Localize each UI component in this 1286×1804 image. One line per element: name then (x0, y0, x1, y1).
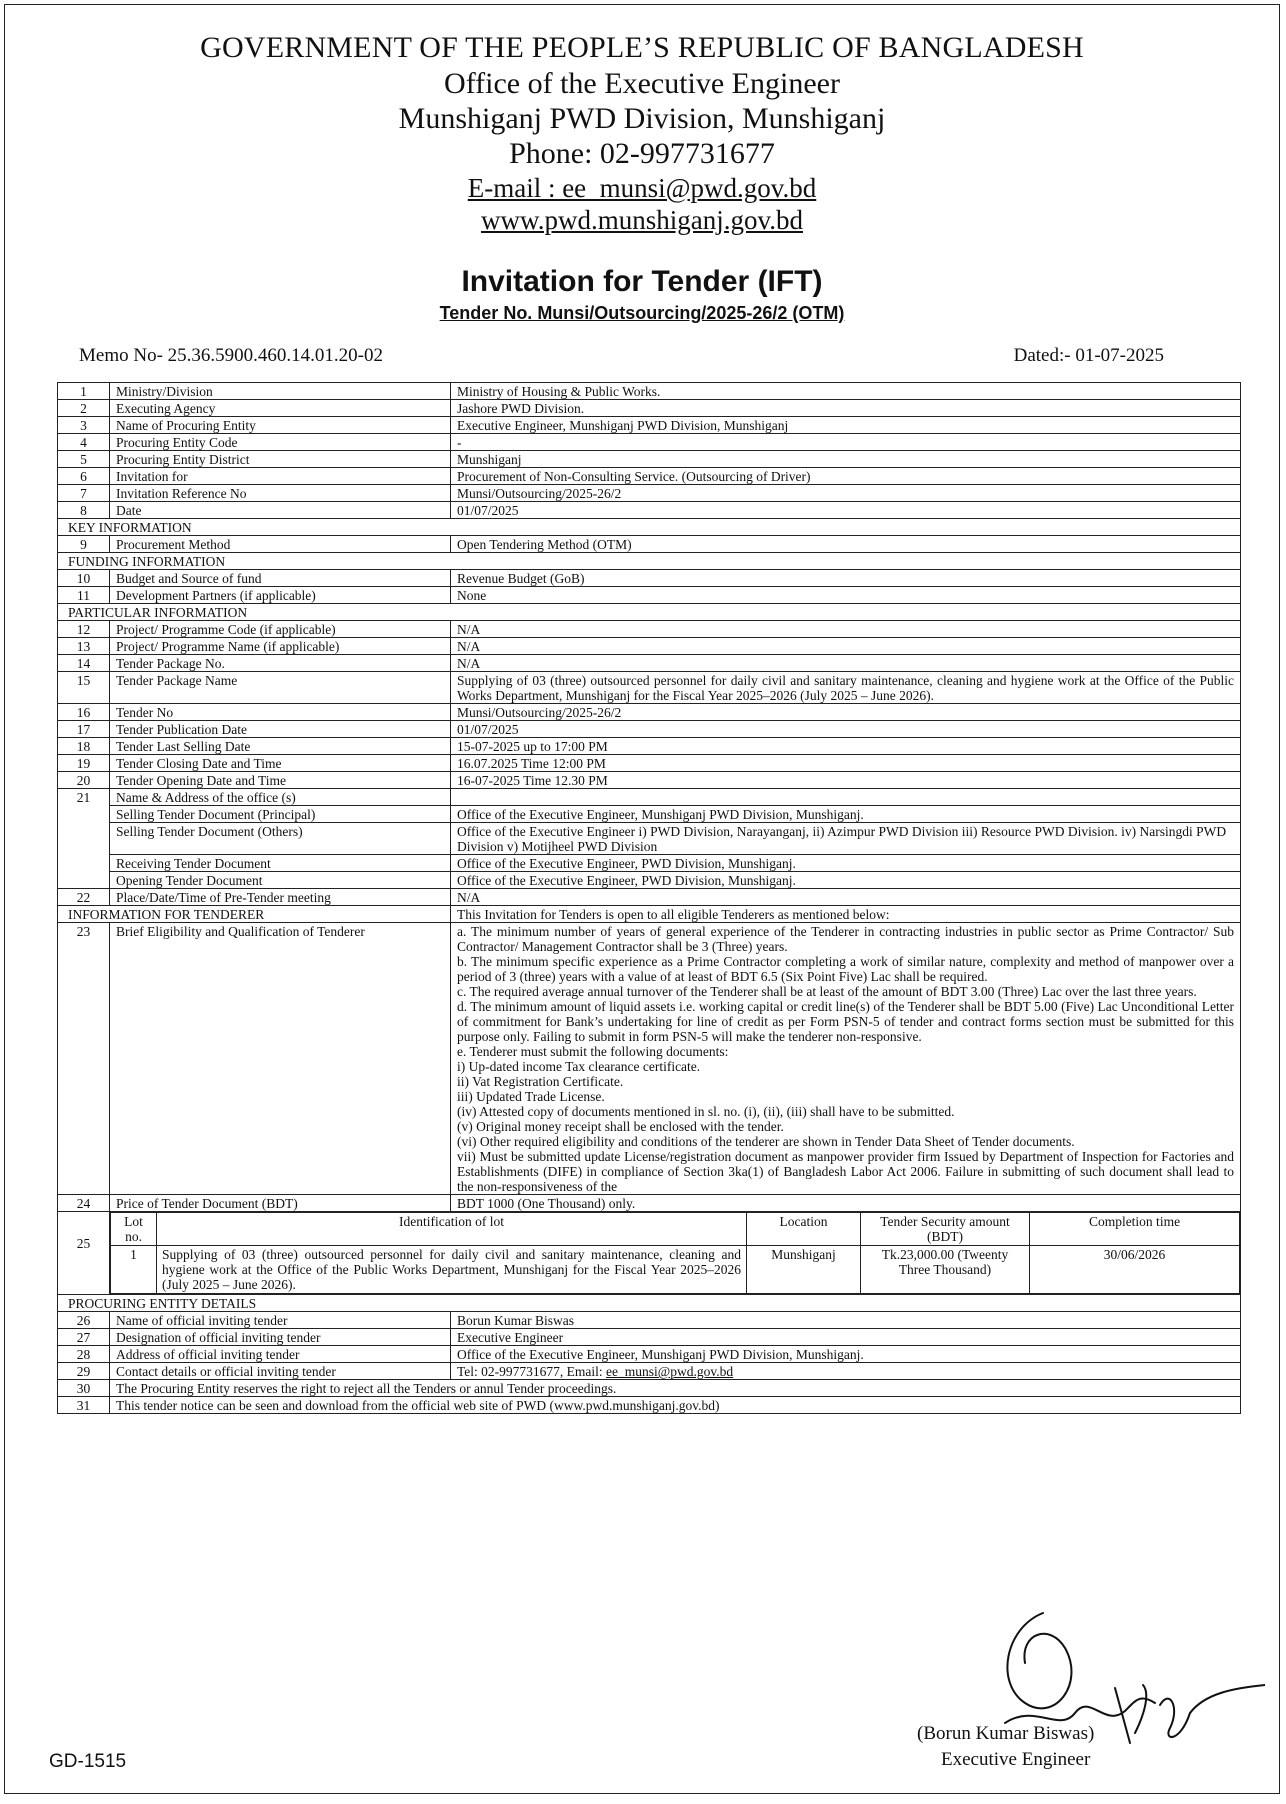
row-number: 18 (58, 738, 110, 755)
row-label: Project/ Programme Name (if applicable) (110, 638, 451, 655)
tender-notice-page (4, 4, 1280, 1794)
row-value: Supplying of 03 (three) outsourced personnel for daily civil and sanitary maintenance, cleaning and hygiene work at the Office of the Public Works Department, Munshiganj for the Fiscal Year 2025–2026 (July 2025 – June 2026). (451, 672, 1241, 704)
row-number: 12 (58, 621, 110, 638)
row-value: Office of the Executive Engineer, PWD Division, Munshiganj. (451, 855, 1241, 872)
row-label: Selling Tender Document (Principal) (110, 806, 451, 823)
website-link[interactable]: www.pwd.munshiganj.gov.bd (481, 205, 803, 235)
row-value: Jashore PWD Division. (451, 400, 1241, 417)
table-row (58, 1195, 1241, 1212)
lot-table (110, 1212, 1240, 1294)
row-label: Executing Agency (110, 400, 451, 417)
row-number: 14 (58, 655, 110, 672)
table-row (58, 1380, 1241, 1397)
table-row (58, 806, 1241, 823)
lot-header-row (111, 1213, 1240, 1246)
table-row (58, 789, 1241, 806)
table-row (58, 1397, 1241, 1414)
eligibility-criteria (451, 923, 1241, 1195)
lot-no-header: Lot no. (111, 1213, 157, 1246)
row-text: The Procuring Entity reserves the right to reject all the Tenders or annul Tender proceedings. (110, 1380, 1241, 1397)
row-label: Designation of official inviting tender (110, 1329, 451, 1346)
document-item: iii) Updated Trade License. (457, 1089, 605, 1104)
row-value: Munsi/Outsourcing/2025-26/2 (451, 704, 1241, 721)
row-label: Name & Address of the office (s) (110, 789, 451, 806)
table-row (58, 889, 1241, 906)
row-number: 6 (58, 468, 110, 485)
table-row (58, 570, 1241, 587)
row-label: Invitation for (110, 468, 451, 485)
section-row (58, 553, 1241, 570)
table-row (58, 823, 1241, 855)
row-number: 1 (58, 383, 110, 400)
criterion-a: a. The minimum number of years of general experience of the Tenderer in contracting industries in public sector as Prime Contractor/ Sub Contractor/ Management Contractor shall be 3 (Three) years. (457, 924, 1234, 954)
tender-details-table (57, 382, 1241, 1414)
lot-table-cell (110, 1212, 1241, 1295)
row-value: 15-07-2025 up to 17:00 PM (451, 738, 1241, 755)
row-number: 15 (58, 672, 110, 704)
row-number: 28 (58, 1346, 110, 1363)
row-value: Open Tendering Method (OTM) (451, 536, 1241, 553)
row-value: Executive Engineer (451, 1329, 1241, 1346)
row-label: Invitation Reference No (110, 485, 451, 502)
document-code: GD-1515 (49, 1751, 127, 1772)
lot-completion-header: Completion time (1030, 1213, 1240, 1246)
row-label: Tender Package No. (110, 655, 451, 672)
division-title: Munshiganj PWD Division, Munshiganj (398, 102, 886, 135)
row-value: N/A (451, 621, 1241, 638)
table-row (58, 400, 1241, 417)
row-value: 16.07.2025 Time 12:00 PM (451, 755, 1241, 772)
section-particular-information: PARTICULAR INFORMATION (58, 604, 1241, 621)
row-number: 27 (58, 1329, 110, 1346)
row-number: 11 (58, 587, 110, 604)
row-label: Selling Tender Document (Others) (110, 823, 451, 855)
table-row (58, 1212, 1241, 1295)
table-row (58, 872, 1241, 889)
row-label: Opening Tender Document (110, 872, 451, 889)
row-value: - (451, 434, 1241, 451)
row-value: N/A (451, 889, 1241, 906)
row-value (451, 1363, 1241, 1380)
table-row (58, 434, 1241, 451)
row-value: Office of the Executive Engineer, PWD Division, Munshiganj. (451, 872, 1241, 889)
section-row (58, 1295, 1241, 1312)
row-number: 25 (58, 1212, 110, 1295)
document-item: i) Up-dated income Tax clearance certificate. (457, 1059, 701, 1074)
row-number: 8 (58, 502, 110, 519)
table-row (58, 417, 1241, 434)
row-number: 19 (58, 755, 110, 772)
row-number: 31 (58, 1397, 110, 1414)
row-number: 26 (58, 1312, 110, 1329)
lot-location: Munshiganj (747, 1246, 861, 1294)
table-row (58, 738, 1241, 755)
row-label: Name of official inviting tender (110, 1312, 451, 1329)
office-title: Office of the Executive Engineer (444, 67, 840, 100)
row-number: 13 (58, 638, 110, 655)
document-item: (iv) Attested copy of documents mentioned in sl. no. (i), (ii), (iii) shall have to be submitted. (457, 1104, 955, 1119)
document-item: ii) Vat Registration Certificate. (457, 1074, 624, 1089)
section-key-information: KEY INFORMATION (58, 519, 1241, 536)
lot-security-header: Tender Security amount (BDT) (861, 1213, 1030, 1246)
criterion-d: d. The minimum amount of liquid assets i.e. working capital or credit line(s) of the Tenderer shall be BDT 5.00 (Five) Lac Unconditional Letter of commitment for Bank’s undertaking for line of credit as per Form PSN-5 of tender and contract forms section must be submitted for this purpose only. Failing to submit in form PSN-5 will make the tenderer non-responsive. (457, 999, 1234, 1044)
memo-number: Memo No- 25.36.5900.460.14.01.20-02 (79, 345, 383, 366)
table-row (58, 1363, 1241, 1380)
section-information-for-tenderer: INFORMATION FOR TENDERER (58, 906, 451, 923)
lot-identification: Supplying of 03 (three) outsourced personnel for daily civil and sanitary maintenance, cleaning and hygiene work at the Office of the Public Works Department, Munshiganj for the Fiscal Year 2025–2026 (July 2025 – June 2026). (157, 1246, 747, 1294)
lot-identification-header: Identification of lot (157, 1213, 747, 1246)
row-number: 20 (58, 772, 110, 789)
row-number: 21 (58, 789, 110, 889)
document-item: (vi) Other required eligibility and conditions of the tenderer are shown in Tender Data Sheet of Tender documents. (457, 1134, 1075, 1149)
row-value: None (451, 587, 1241, 604)
table-row (58, 755, 1241, 772)
table-row (58, 721, 1241, 738)
row-label: Receiving Tender Document (110, 855, 451, 872)
government-title: GOVERNMENT OF THE PEOPLE’S REPUBLIC OF BANGLADESH (200, 31, 1084, 64)
row-label: Tender Package Name (110, 672, 451, 704)
row-value: 16-07-2025 Time 12.30 PM (451, 772, 1241, 789)
row-value: BDT 1000 (One Thousand) only. (451, 1195, 1241, 1212)
row-number: 7 (58, 485, 110, 502)
table-row (58, 485, 1241, 502)
table-row (58, 638, 1241, 655)
row-value: Borun Kumar Biswas (451, 1312, 1241, 1329)
row-number: 17 (58, 721, 110, 738)
table-row (58, 587, 1241, 604)
signatory-designation: Executive Engineer (941, 1749, 1091, 1770)
document-item: vii) Must be submitted update License/registration document as manpower provider firm Issued by Department of Inspection for Factories and Establishments (DIFE) in compliance of Section 3ka(1) of Bangladesh Labor Act 2006. Failure in submitting of such document shall lead to the non-responsiveness of the (457, 1149, 1234, 1194)
row-number: 3 (58, 417, 110, 434)
phone-line: Phone: 02-997731677 (509, 137, 775, 170)
row-label: Budget and Source of fund (110, 570, 451, 587)
row-value: Office of the Executive Engineer, Munshiganj PWD Division, Munshiganj. (451, 806, 1241, 823)
row-label: Date (110, 502, 451, 519)
row-label: Place/Date/Time of Pre-Tender meeting (110, 889, 451, 906)
section-row (58, 906, 1241, 923)
row-label: Tender Publication Date (110, 721, 451, 738)
table-row (58, 621, 1241, 638)
contact-prefix: Tel: 02-997731677, Email: (457, 1364, 607, 1379)
handwritten-signature (965, 1593, 1265, 1773)
row-value: 01/07/2025 (451, 502, 1241, 519)
row-value: Procurement of Non-Consulting Service. (Outsourcing of Driver) (451, 468, 1241, 485)
row-label: Name of Procuring Entity (110, 417, 451, 434)
row-value: 01/07/2025 (451, 721, 1241, 738)
criterion-b: b. The minimum specific experience as a Prime Contractor completing a work of similar nature, complexity and method of manpower over a period of 3 (three) years with a value of at least of BDT 6.5 (Six Point Five) Lac shall be required. (457, 954, 1234, 984)
notice-date: Dated:- 01-07-2025 (1013, 345, 1164, 366)
table-row (58, 468, 1241, 485)
row-number: 5 (58, 451, 110, 468)
section-row (58, 604, 1241, 621)
row-number: 23 (58, 923, 110, 1195)
row-number: 2 (58, 400, 110, 417)
row-label: Development Partners (if applicable) (110, 587, 451, 604)
row-number: 9 (58, 536, 110, 553)
section-funding-information: FUNDING INFORMATION (58, 553, 1241, 570)
table-row (58, 451, 1241, 468)
row-label: Tender Closing Date and Time (110, 755, 451, 772)
lot-completion-time: 30/06/2026 (1030, 1246, 1240, 1294)
table-row (58, 772, 1241, 789)
row-value: Ministry of Housing & Public Works. (451, 383, 1241, 400)
document-item: (v) Original money receipt shall be enclosed with the tender. (457, 1119, 784, 1134)
row-number: 24 (58, 1195, 110, 1212)
row-label: Tender Opening Date and Time (110, 772, 451, 789)
row-label: Brief Eligibility and Qualification of Tenderer (110, 923, 451, 1195)
row-label: Procuring Entity District (110, 451, 451, 468)
criterion-e: e. Tenderer must submit the following documents: (457, 1044, 729, 1059)
row-number: 4 (58, 434, 110, 451)
row-value: Munshiganj (451, 451, 1241, 468)
table-row (58, 704, 1241, 721)
row-value: Munsi/Outsourcing/2025-26/2 (451, 485, 1241, 502)
row-text: This tender notice can be seen and download from the official web site of PWD (www.pwd.munshiganj.gov.bd) (110, 1397, 1241, 1414)
lot-security-amount: Tk.23,000.00 (Tweenty Three Thousand) (861, 1246, 1030, 1294)
row-label: Tender No (110, 704, 451, 721)
row-label: Contact details or official inviting tender (110, 1363, 451, 1380)
table-row (58, 1312, 1241, 1329)
contact-email-link[interactable]: ee_munsi@pwd.gov.bd (606, 1364, 734, 1379)
email-link[interactable]: E-mail : ee_munsi@pwd.gov.bd (467, 173, 817, 203)
row-value: Revenue Budget (GoB) (451, 570, 1241, 587)
table-row (58, 672, 1241, 704)
row-value: Office of the Executive Engineer i) PWD Division, Narayanganj, ii) Azimpur PWD Division iii) Resource PWD Division. iv) Narsingdi PWD Division v) Motijheel PWD Division (451, 823, 1241, 855)
row-label: Address of official inviting tender (110, 1346, 451, 1363)
row-label: Project/ Programme Code (if applicable) (110, 621, 451, 638)
section-intro: This Invitation for Tenders is open to all eligible Tenderers as mentioned below: (451, 906, 1241, 923)
table-row (58, 502, 1241, 519)
row-number: 16 (58, 704, 110, 721)
row-value: Office of the Executive Engineer, Munshiganj PWD Division, Munshiganj. (451, 1346, 1241, 1363)
signatory-name: (Borun Kumar Biswas) (917, 1723, 1095, 1744)
section-row (58, 519, 1241, 536)
table-row (58, 536, 1241, 553)
row-label: Procuring Entity Code (110, 434, 451, 451)
table-row (58, 655, 1241, 672)
row-number: 22 (58, 889, 110, 906)
table-row (58, 923, 1241, 1195)
notice-title: Invitation for Tender (IFT) (461, 265, 823, 298)
table-row (58, 383, 1241, 400)
row-label: Tender Last Selling Date (110, 738, 451, 755)
lot-no: 1 (111, 1246, 157, 1294)
criterion-c: c. The required average annual turnover of the Tenderer shall be at least of the amount of BDT 3.00 (Three) Lac over the last three years. (457, 984, 1197, 999)
row-number: 30 (58, 1380, 110, 1397)
row-number: 10 (58, 570, 110, 587)
lot-row (111, 1246, 1240, 1294)
tender-number: Tender No. Munsi/Outsourcing/2025-26/2 (OTM) (439, 303, 845, 323)
row-label: Procurement Method (110, 536, 451, 553)
row-label: Ministry/Division (110, 383, 451, 400)
table-row (58, 855, 1241, 872)
row-value: Executive Engineer, Munshiganj PWD Division, Munshiganj (451, 417, 1241, 434)
row-number: 29 (58, 1363, 110, 1380)
section-procuring-entity-details: PROCURING ENTITY DETAILS (58, 1295, 1241, 1312)
table-row (58, 1346, 1241, 1363)
row-value: N/A (451, 655, 1241, 672)
row-value: N/A (451, 638, 1241, 655)
table-row (58, 1329, 1241, 1346)
row-label: Price of Tender Document (BDT) (110, 1195, 451, 1212)
lot-location-header: Location (747, 1213, 861, 1246)
